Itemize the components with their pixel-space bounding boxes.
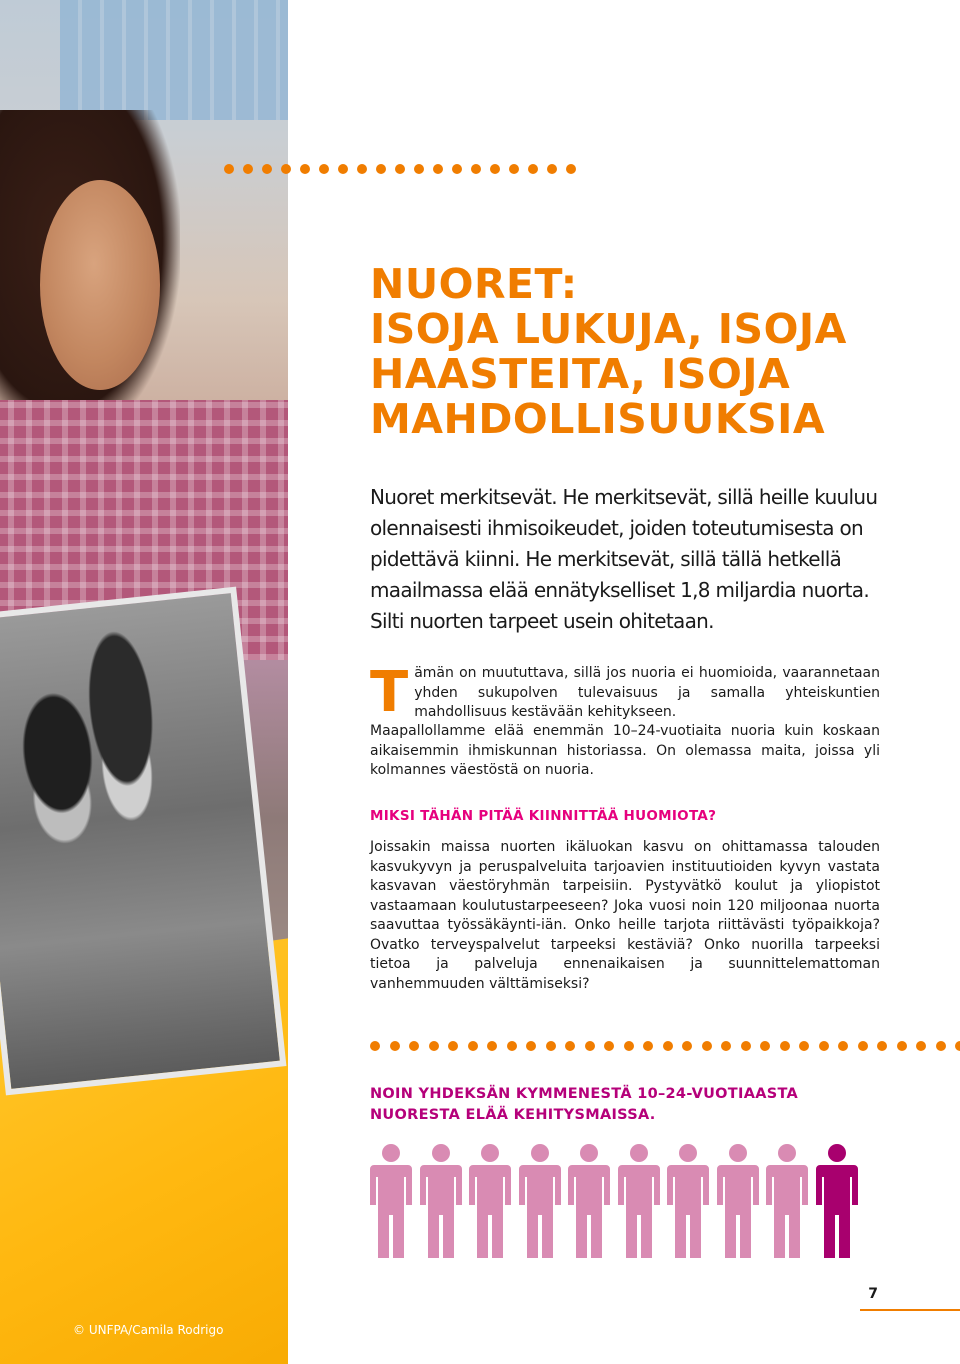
dot xyxy=(471,164,481,174)
person-icon xyxy=(370,1143,412,1258)
person-icon xyxy=(766,1143,808,1258)
person-icon xyxy=(420,1143,462,1258)
person-icon xyxy=(568,1143,610,1258)
section-subhead: MIKSI TÄHÄN PITÄÄ KIINNITTÄÄ HUOMIOTA? xyxy=(370,808,717,824)
dot xyxy=(338,164,348,174)
dot xyxy=(528,164,538,174)
dot xyxy=(319,164,329,174)
dot xyxy=(448,1041,458,1051)
dot xyxy=(838,1041,848,1051)
dot xyxy=(509,164,519,174)
dot xyxy=(566,164,576,174)
dot xyxy=(643,1041,653,1051)
photo-credit: © UNFPA/Camila Rodrigo xyxy=(73,1323,224,1337)
dot xyxy=(780,1041,790,1051)
dot xyxy=(433,164,443,174)
dotted-rule-bottom xyxy=(370,1041,960,1051)
title-line: MAHDOLLISUUKSIA xyxy=(370,395,826,443)
dot xyxy=(468,1041,478,1051)
person-icon xyxy=(519,1143,561,1258)
dot xyxy=(819,1041,829,1051)
title-line: NUORET: xyxy=(370,260,578,308)
person-icon xyxy=(717,1143,759,1258)
dot xyxy=(224,164,234,174)
dot xyxy=(395,164,405,174)
dot xyxy=(243,164,253,174)
dot xyxy=(604,1041,614,1051)
dot xyxy=(281,164,291,174)
infographic-caption xyxy=(370,1084,850,1126)
drop-cap: T xyxy=(370,660,409,725)
dot xyxy=(507,1041,517,1051)
dot xyxy=(262,164,272,174)
dotted-rule-top xyxy=(224,164,585,174)
photo-black-white-couple-print xyxy=(0,587,286,1096)
dot xyxy=(936,1041,946,1051)
person-icon-highlighted xyxy=(816,1143,858,1258)
dot xyxy=(429,1041,439,1051)
dot xyxy=(663,1041,673,1051)
dot xyxy=(546,1041,556,1051)
page-title xyxy=(370,262,930,442)
dot xyxy=(526,1041,536,1051)
dot xyxy=(370,1041,380,1051)
dot xyxy=(490,164,500,174)
dot xyxy=(300,164,310,174)
person-icon xyxy=(618,1143,660,1258)
body-paragraph-3: Joissakin maissa nuorten ikäluokan kasvu on ohittamassa talouden kasvukyvyn ja peruspalveluita tarjoavien instituutioiden kyvyn vastata kasvavan väestöryhmän tarpeisiin. Pystyvätkö koulut ja yliopistot vastaamaan koulutustarpeeseen? Joka vuosi noin 120 miljoonaa nuorta saavuttaa työssäkäynti-iän. Onko heille tarjota riittävästi työpaikkoja? Ovatko terveyspalvelut tarpeeksi kestäviä? Onko nuorilla tarpeeksi tietoa ja palveluja ennenaikaisen ja suunnittelemattoman vanhemmuuden välttämiseksi? xyxy=(370,839,880,992)
photo-woman-face xyxy=(40,180,160,390)
dot xyxy=(414,164,424,174)
dot xyxy=(390,1041,400,1051)
person-icon xyxy=(469,1143,511,1258)
title-line: HAASTEITA, ISOJA xyxy=(370,350,791,398)
title-line: ISOJA LUKUJA, ISOJA xyxy=(370,305,847,353)
dot xyxy=(858,1041,868,1051)
dot xyxy=(799,1041,809,1051)
dot xyxy=(897,1041,907,1051)
dot xyxy=(624,1041,634,1051)
photo-window-blinds xyxy=(60,0,288,120)
dot xyxy=(357,164,367,174)
dot xyxy=(702,1041,712,1051)
dot xyxy=(682,1041,692,1051)
dot xyxy=(565,1041,575,1051)
lead-paragraph: Nuoret merkitsevät. He merkitsevät, sillä heille kuuluu olennaisesti ihmisoikeudet, joiden toteutumisesta on pidettävä kiinni. He merkitsevät, sillä tällä hetkellä maailmassa elää ennätykselliset 1,8 miljardia nuorta. Silti nuorten tarpeet usein ohitetaan. xyxy=(370,485,878,633)
dot xyxy=(585,1041,595,1051)
dot xyxy=(760,1041,770,1051)
dot xyxy=(409,1041,419,1051)
dot xyxy=(547,164,557,174)
dot xyxy=(721,1041,731,1051)
dot xyxy=(877,1041,887,1051)
dot xyxy=(955,1041,960,1051)
infographic-caption-line: NOIN YHDEKSÄN KYMMENESTÄ 10–24-VUOTIAASTA xyxy=(370,1086,799,1102)
infographic-caption-line: NUORESTA ELÄÄ KEHITYSMAISSA. xyxy=(370,1107,656,1123)
dot xyxy=(916,1041,926,1051)
dot xyxy=(452,164,462,174)
cover-photo xyxy=(0,0,288,1364)
people-infographic xyxy=(370,1143,865,1258)
body-paragraph-2: Maapallollamme elää enemmän 10–24-vuotiaita nuoria kuin koskaan aikaisemmin ihmiskunnan historiassa. On olemassa maita, joissa yli kolmannes väestöstä on nuoria. xyxy=(370,723,880,778)
dot xyxy=(376,164,386,174)
body-paragraph-1-text: ämän on muututtava, sillä jos nuoria ei huomioida, vaarannetaan yhden sukupolven tulevaisuus ja samalla yhteiskuntien mahdollisuus kestävään kehitykseen. xyxy=(414,665,880,720)
page-number-rule xyxy=(860,1309,960,1311)
person-icon xyxy=(667,1143,709,1258)
body-paragraph-1 xyxy=(370,660,880,725)
page-number: 7 xyxy=(868,1286,878,1302)
dot xyxy=(487,1041,497,1051)
dot xyxy=(741,1041,751,1051)
